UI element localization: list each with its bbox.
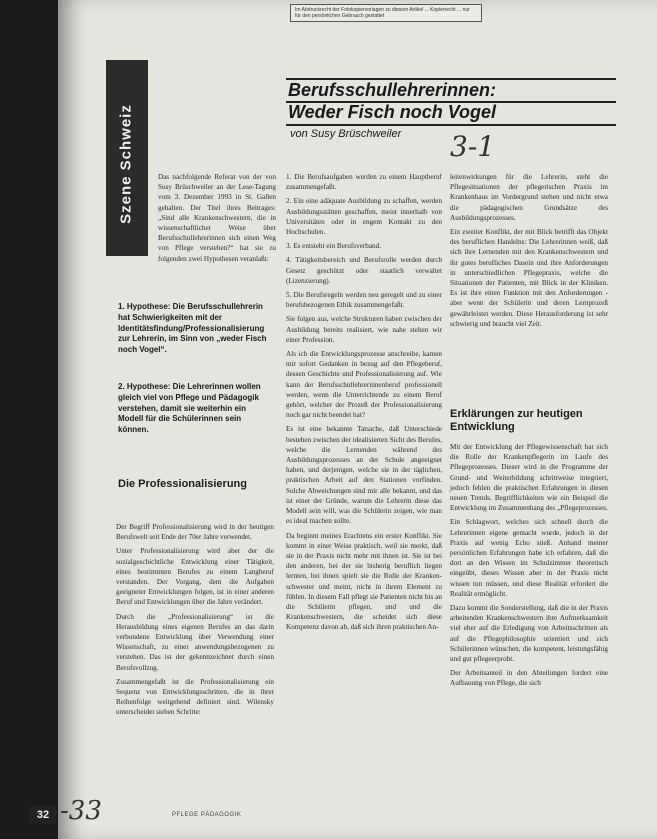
column-3-body-bottom <box>450 442 608 693</box>
column-2-body <box>286 172 442 637</box>
column-3-body-top <box>450 172 608 333</box>
paragraph: Durch die „Professionalisierung“ ist die Herausbildung eines eigenen Berufes an das darin verbundene Entwicklung über Verwendung einer Wissenschaft, zu einer anwendungsbezogenen zu verstehen. Das ist der gekennzeichnet durch einen Berufsvollzug. <box>116 612 274 672</box>
copyright-notice: Im Abdruckrecht der Fotokopiervorlagen zu diesem Artikel ... Kopierrecht ... nur für den persönlichen Gebrauch gestattet <box>290 4 482 22</box>
journal-name: PFLEGE PÄDAGOGIK <box>172 812 242 818</box>
paragraph: Unter Professionalisierung wird aber der die sozialgeschichtliche Entwicklung einer Tätigkeit, eines bestimmten Berufes zu einem Langberuf verstanden. Der Vorgang, dem die Aufgaben geeigneter Entwicklungen folgen, ist in einer anderen Beruf und Entwicklungen über die Jahre verändert. <box>116 547 274 607</box>
hypothesis-1: 1. Hypothese: Die Berufsschullehrerin hat Schwierigkeiten mit der Identitätsfindung/Professionalisierung zur Lehrerin, im Sinn von „weder Fisch noch Vogel“. <box>118 302 267 355</box>
paragraph: Da beginnt meines Erachtens ein erster Konflikt. Sie kommt in einer Weise praktisch, weil sie merkt, daß sie in der Praxis nicht mehr mit ihnen ist. Sie ist bei den anderen, bei der sie bisherig beruflich liegen lernten, bei ihnen spielt sie die Rolle der Kranken- schwester und meint, nicht in ihrem Element zu fühlen. In diesem Fall pflegt sie Patienten nicht bis an die Schülerin pflegen, und und die Krankenschwestern, die scheidet sich diese Kompetenz davon ab, daß sich ihren praktischen An- <box>286 531 442 632</box>
section-heading-professionalisierung: Die Professionalisierung <box>118 478 247 490</box>
paragraph: leitenwirkungen für die Lehrerin, steht die Pflegesituationen der pflegerischen Praxis im Krankenhaus im Vordergrund stehen und nicht etwa die pädagogischen Grundsätze des Ausbildungsprozesses. <box>450 173 608 222</box>
paragraph: Zusammengefaßt ist die Professionalisierung ein Sequenz von Entwicklungsschritten, die in ihrer Reihenfolge weitgehend definiert sind. Wilensky unterscheidet sieben Schritte: <box>116 677 274 717</box>
list-item: 3. Es entsteht ein Berufsverband. <box>286 242 382 251</box>
page-number: 32 <box>30 806 56 824</box>
article-title-line2: Weder Fisch noch Vogel <box>288 102 497 122</box>
list-item: 5. Die Berufsregeln werden neu geregelt und zu einer berufsbezogenen Ethik zusammengefaßt. <box>286 291 442 310</box>
paragraph: Mit der Entwicklung der Pflegewissenschaft hat sich die Rolle der Krankenpflegerin im Laufe des Pflegeprozesses. Dieser wird in die Programme der Grund- und Weiterbildung schrittweise integriert, jedoch fehlen die praktischen Erfahrungen in diesen neuen Trends. Begrifflichkeiten wie ein Beispiel die Entwicklung im Zusammenhang des „Pflegeprozesses. <box>450 443 608 513</box>
handwritten-annotation: 3-1 <box>450 130 496 163</box>
paragraph: Dazu kommt die Sonderstellung, daß die in der Praxis arbeitenden Krankenschwestern ihre Aufmerksamkeit viel eher auf die Erledigung von Arbeitsschritten als auf die Pflegephilosophie orientiert und sich Schülerinnen wünschen, die kompetent, leistungsfähig und gut pflegeerprobt. <box>450 604 608 664</box>
author-byline: von Susy Brüschweiler <box>290 128 402 140</box>
intro-text: Das nachfolgende Referat von der von Susy Brüschweiler an der Lese-Tagung vom 3. Dezember 1993 in St. Gallen gehalten. Der Titel ihres Beitrages: „Sind alle Krankenschwestern, die in wissenschaftlicher Weise über Berufsschullehrerinnen sich einen Weg von Pflege verstehen?“ hat sie zu folgenden zwei Hypothesen veranlaßt: <box>158 173 276 263</box>
hypothesis-2: 2. Hypothese: Die Lehrerinnen wollen gleich viel von Pflege und Pädagogik verstehen, damit sie weiterhin ein Modell für die Schülerinnen sein können. <box>118 382 261 435</box>
section-label: Szene Schweiz <box>117 104 135 224</box>
paragraph: Der Begriff Professionalisierung wird in der heutigen Berufswelt seit Ende der 70er Jahre verwendet. <box>116 523 274 542</box>
paragraph: Der Arbeitsanteil in den Abteilungen fordert eine Aufbauung von Pflege, die sich <box>450 669 608 688</box>
document-page <box>58 0 657 839</box>
list-item: 1. Die Berufsaufgaben werden zu einem Hauptberuf zusammengefaßt. <box>286 173 442 192</box>
title-rule-bottom <box>286 124 616 126</box>
paragraph: Als ich die Entwicklungsprozesse anschreibe, kamen mir sofort Gedanken in bezug auf den Pflegeberuf, dessen Geschichte und Professionalisierung auf. Wie kann der Berufsschullehrerinnenberuf professionell werden, wenn die Unterrichtende zu einem Beruf gehört, welcher der Prozeß der Professionalisierung noch gar nicht beendet hat? <box>286 350 442 420</box>
paragraph: Ein Schlagwort, welches sich schnell durch die Lehrerinnen eigene gemacht wurde, jedoch in der Praxis auf wenig Echo stieß. Anhand meiner persönlichen Erfahrungen habe ich erfahren, daß die dort an den Wissen im Schulzimmer theoretisch eingeübt, dieses Wissen aber in der Praxis nicht wissen tun müssen, und diese Realität erfordert die Realität ermöglicht. <box>450 518 608 598</box>
intro-paragraph <box>158 172 276 268</box>
list-item: 2. Ein eine adäquate Ausbildung zu schaffen, werden Ausbildungsstätten geschaffen, meist innerhalb von Universitäten oder in engem Kontakt zu den Hochschulen. <box>286 197 442 237</box>
section-heading-erklaerungen: Erklärungen zur heutigen Entwicklung <box>450 408 583 433</box>
article-title-line1: Berufsschullehrerinnen: <box>288 80 497 100</box>
paragraph: Sie folgen aus, welche Strukturen haben zwischen der Ausbildung bereits realisiert, wie nahe stehen wir einer Profession. <box>286 315 442 344</box>
list-item: 4. Tätigkeitsbereich und Berufsrolle werden durch Gesetz geschützt oder staatlich verwaltet (Lizenzierung). <box>286 256 442 285</box>
handwritten-page-note: -33 <box>60 796 102 826</box>
column-1-body <box>116 522 274 722</box>
paragraph: Es ist eine bekannte Tatsache, daß Unterschiede bestehen zwischen der idealisierten Sicht des Berufes, welche die Lernenden während des Ausbildungsprozesses an der Schule angeeignet haben, und derjenigen, welche sie in der täglichen, praktischen Arbeit auf den Stationen vorfinden. Solche Abweichungen sind mir alle bekannt, und das ist einer der Gründe, warum die Lehrerin diese das Modell sein will, was die Schülerin zeigen, wie man es ideal machen sollte. <box>286 425 442 526</box>
paragraph: Ein zweiter Konflikt, der mit Blick betrifft das Objekt des beruflichen Handelns: Die Lehrerinnen weiß, daß sich ihre Lernenden mit den Krankenschwestern und ihr gutes berufliches Dasein und ihre Anforderungen in unterschiedlichen Pflegepraxis, welche die Situationen der Patienten, mit Blick in der Kliniken. Es ist ihre einen Funktion mit den Anforderungen - aber wenn der Schülerin und deren Lernprozeß gewährleistet werden. Diese Herausforderung ist sehr schwierig und braucht viel Zeit. <box>450 228 608 328</box>
